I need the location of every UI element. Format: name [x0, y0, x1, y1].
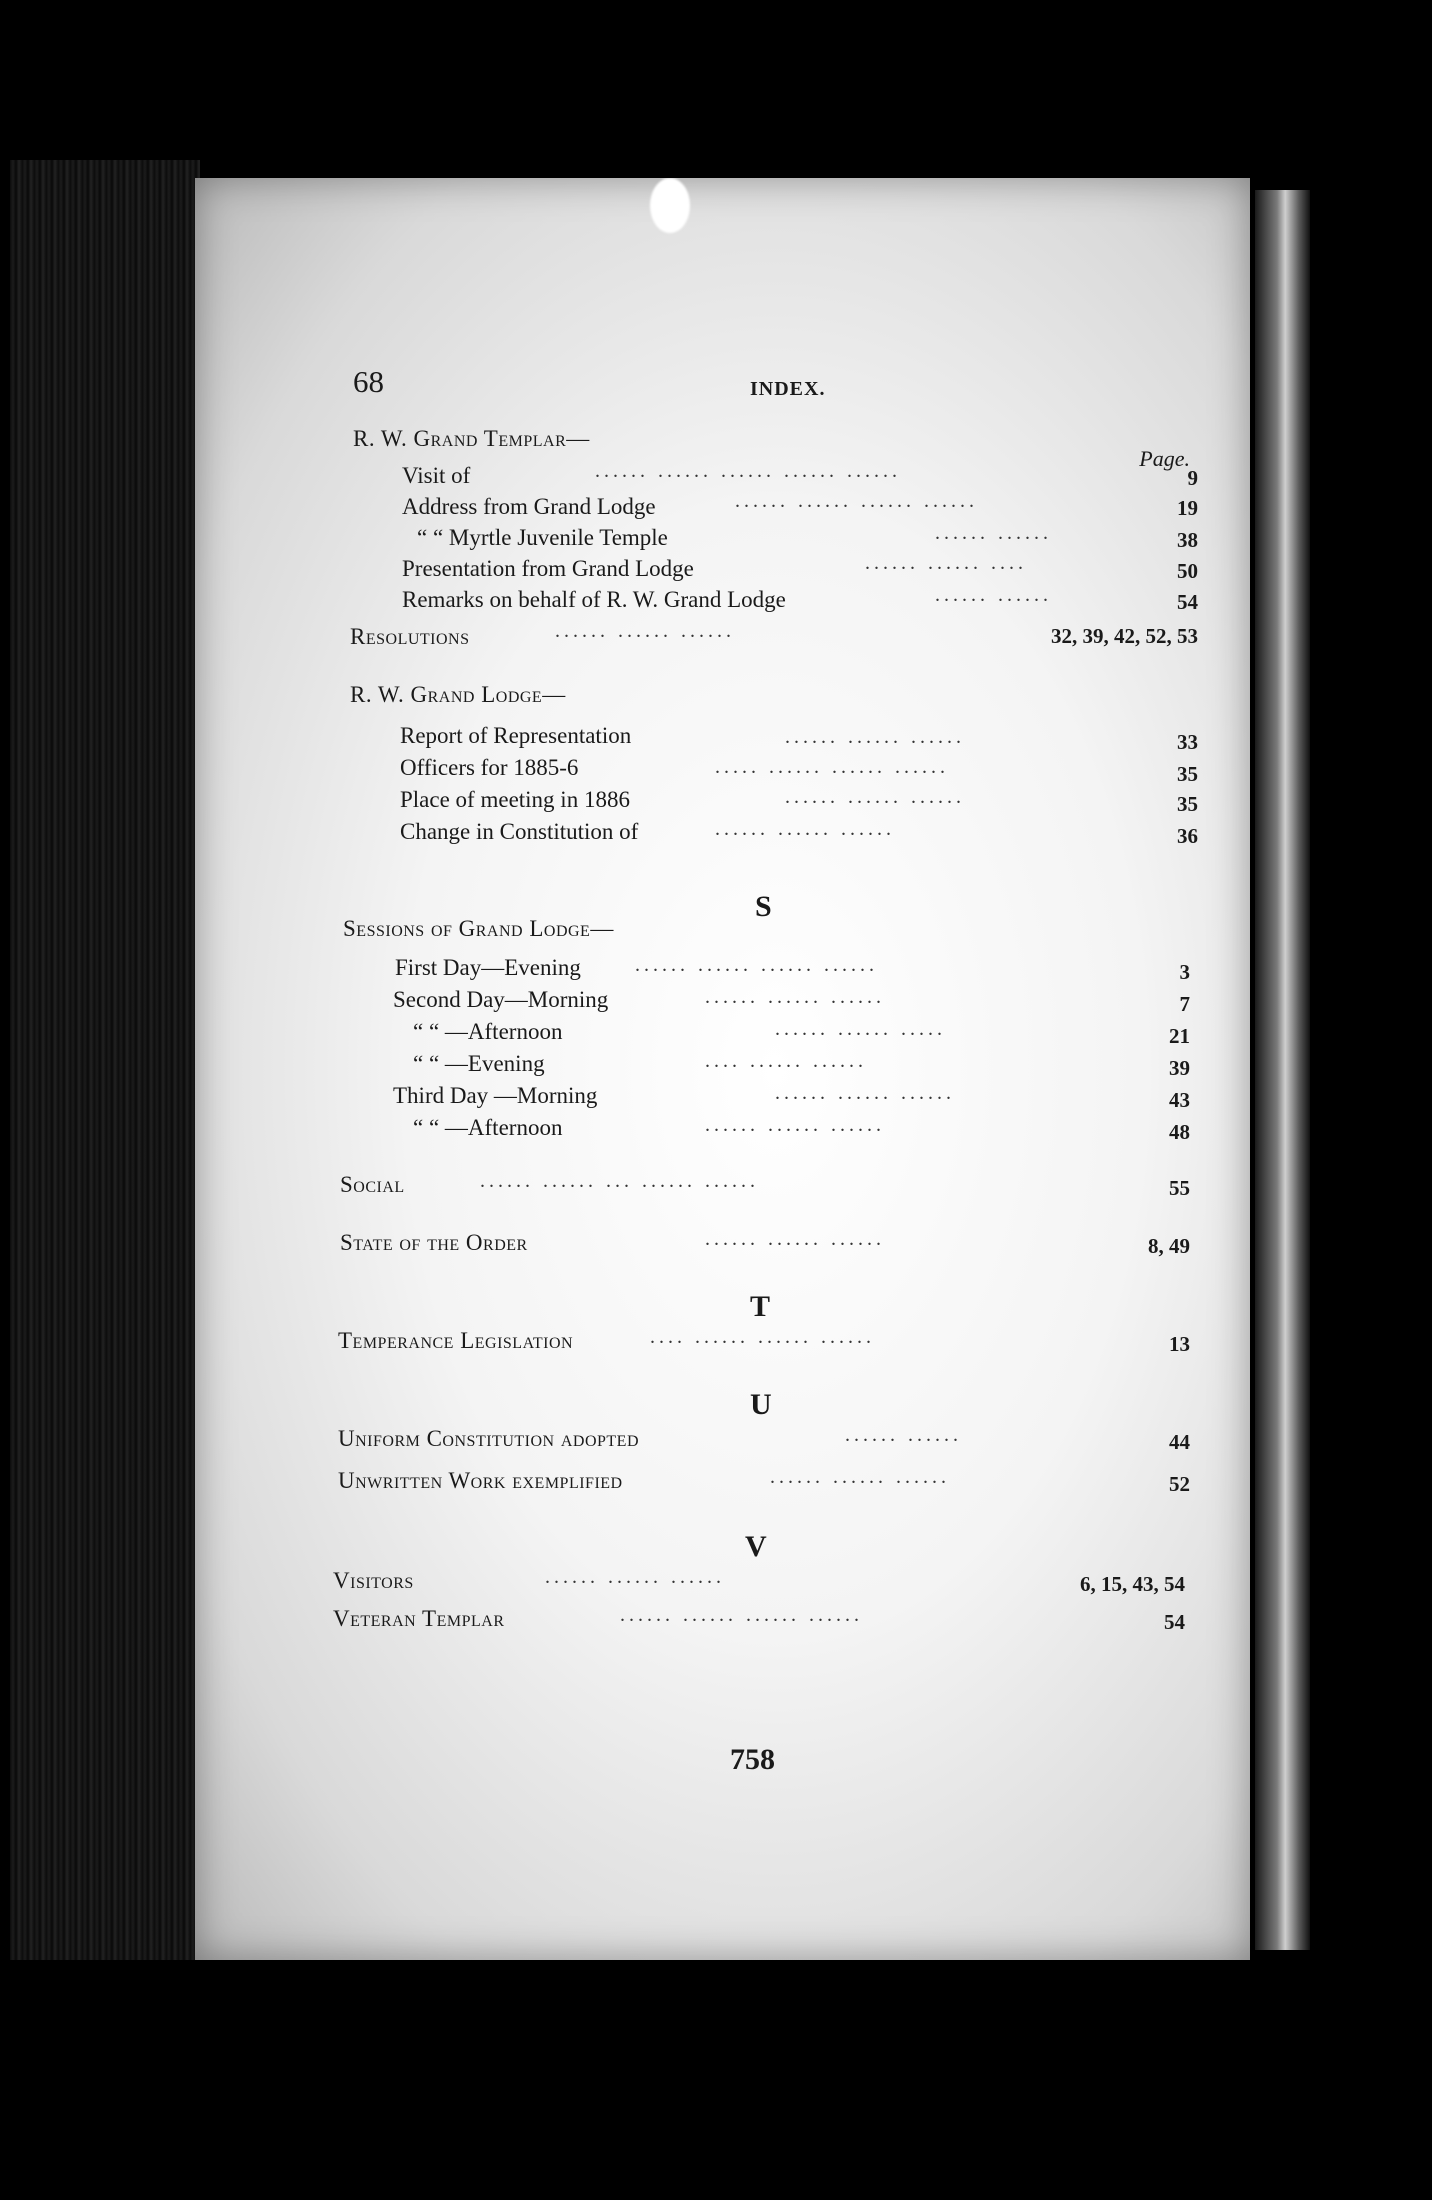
- section-heading-social: Social: [340, 1172, 405, 1197]
- index-entry-page: 48: [1169, 1120, 1190, 1144]
- leader-dots: ...... ...... ......: [545, 1566, 725, 1588]
- index-entry-page: 54: [1164, 1610, 1185, 1634]
- index-entry-page: 9: [1187, 466, 1198, 490]
- alphabet-letter-t: T: [750, 1290, 771, 1323]
- leader-dots: ...... ...... ......: [785, 786, 965, 808]
- paper-damage-mark: [650, 178, 690, 233]
- alphabet-letter-u: U: [750, 1388, 772, 1421]
- leader-dots: ...... ......: [845, 1424, 962, 1446]
- leader-dots: ...... ...... ......: [775, 1082, 955, 1104]
- leader-dots: ...... ...... ......: [705, 1114, 885, 1136]
- section-heading-sessions: Sessions of Grand Lodge—: [343, 916, 614, 941]
- index-entry-page: 35: [1177, 792, 1198, 816]
- leader-dots: ...... ......: [935, 522, 1052, 544]
- section-heading-resolutions: Resolutions: [350, 624, 470, 649]
- section-heading-temperance: Temperance Legislation: [338, 1328, 574, 1353]
- section-heading-rw-grand-templar: R. W. Grand Templar—: [353, 426, 590, 451]
- index-entry-page: 3: [1179, 960, 1190, 984]
- index-entry-text: “ “ Myrtle Juvenile Temple: [417, 525, 668, 550]
- leader-dots: ...... ...... ......: [705, 986, 885, 1008]
- index-entry-text: “ “ —Evening: [413, 1051, 545, 1076]
- running-head: INDEX.: [750, 378, 826, 400]
- section-heading-visitors: Visitors: [333, 1568, 414, 1593]
- leader-dots: ...... ...... ......: [770, 1466, 950, 1488]
- index-entry-text: First Day—Evening: [395, 955, 581, 980]
- index-entry-page: 43: [1169, 1088, 1190, 1112]
- page-number: 68: [353, 364, 384, 399]
- index-entry-page: 44: [1169, 1430, 1190, 1454]
- alphabet-letter-s: S: [755, 890, 772, 923]
- index-entry-text: Second Day—Morning: [393, 987, 609, 1012]
- index-entry-text: Change in Constitution of: [400, 819, 639, 844]
- leader-dots: ...... ...... ...... ...... ......: [595, 460, 901, 482]
- index-entry-page: 39: [1169, 1056, 1190, 1080]
- section-heading-unwritten-work: Unwritten Work exemplified: [338, 1468, 623, 1493]
- index-entry-pages: 6, 15, 43, 54: [1080, 1572, 1185, 1596]
- index-entry-page: 21: [1169, 1024, 1190, 1048]
- leader-dots: .... ...... ......: [705, 1050, 867, 1072]
- index-entry-pages: 32, 39, 42, 52, 53: [1051, 624, 1198, 648]
- index-entry-pages: 8, 49: [1148, 1234, 1190, 1258]
- book-spine-edge: [10, 160, 200, 1960]
- index-entry-text: Remarks on behalf of R. W. Grand Lodge: [402, 587, 786, 612]
- index-entry-page: 52: [1169, 1472, 1190, 1496]
- index-entry-text: Place of meeting in 1886: [400, 787, 630, 812]
- page-column-label: Page.: [1139, 446, 1190, 471]
- alphabet-letter-v: V: [745, 1530, 767, 1563]
- index-entry-text: Visit of: [402, 463, 471, 488]
- volume-page-number: 758: [730, 1743, 775, 1776]
- leader-dots: ...... ......: [935, 584, 1052, 606]
- index-entry-page: 55: [1169, 1176, 1190, 1200]
- leader-dots: .... ...... ...... ......: [650, 1326, 875, 1348]
- index-entry-page: 19: [1177, 496, 1198, 520]
- index-entry-page: 13: [1169, 1332, 1190, 1356]
- leader-dots: ...... ...... .....: [775, 1018, 946, 1040]
- index-entry-page: 50: [1177, 559, 1198, 583]
- index-entry-text: Address from Grand Lodge: [402, 494, 656, 519]
- index-entry-page: 7: [1179, 992, 1190, 1016]
- index-entry-page: 38: [1177, 528, 1198, 552]
- section-heading-uniform-constitution: Uniform Constitution adopted: [338, 1426, 639, 1451]
- index-entry-page: 54: [1177, 590, 1198, 614]
- index-entry-text: Presentation from Grand Lodge: [402, 556, 694, 581]
- section-heading-veteran-templar: Veteran Templar: [333, 1606, 505, 1631]
- leader-dots: ...... ...... ......: [715, 818, 895, 840]
- leader-dots: ...... ...... ......: [705, 1228, 885, 1250]
- index-entry-page: 36: [1177, 824, 1198, 848]
- section-heading-rw-grand-lodge: R. W. Grand Lodge—: [350, 682, 566, 707]
- leader-dots: ...... ...... ....: [865, 552, 1027, 574]
- section-heading-state-of-order: State of the Order: [340, 1230, 528, 1255]
- index-entry-text: “ “ —Afternoon: [413, 1019, 563, 1044]
- leader-dots: ...... ...... ......: [555, 620, 735, 642]
- index-entry-text: “ “ —Afternoon: [413, 1115, 563, 1140]
- index-entry-text: Third Day —Morning: [393, 1083, 598, 1108]
- leader-dots: ...... ...... ...... ......: [635, 954, 878, 976]
- page-right-edge: [1255, 190, 1310, 1950]
- index-entry-text: Officers for 1885-6: [400, 755, 579, 780]
- index-entry-text: Report of Representation: [400, 723, 632, 748]
- index-entry-page: 33: [1177, 730, 1198, 754]
- index-entry-page: 35: [1177, 762, 1198, 786]
- index-page: [195, 178, 1250, 1960]
- leader-dots: ...... ...... ...... ......: [735, 490, 978, 512]
- leader-dots: ...... ...... ......: [785, 726, 965, 748]
- leader-dots: ..... ...... ...... ......: [715, 756, 949, 778]
- leader-dots: ...... ...... ...... ......: [620, 1604, 863, 1626]
- leader-dots: ...... ...... ... ...... ......: [480, 1170, 759, 1192]
